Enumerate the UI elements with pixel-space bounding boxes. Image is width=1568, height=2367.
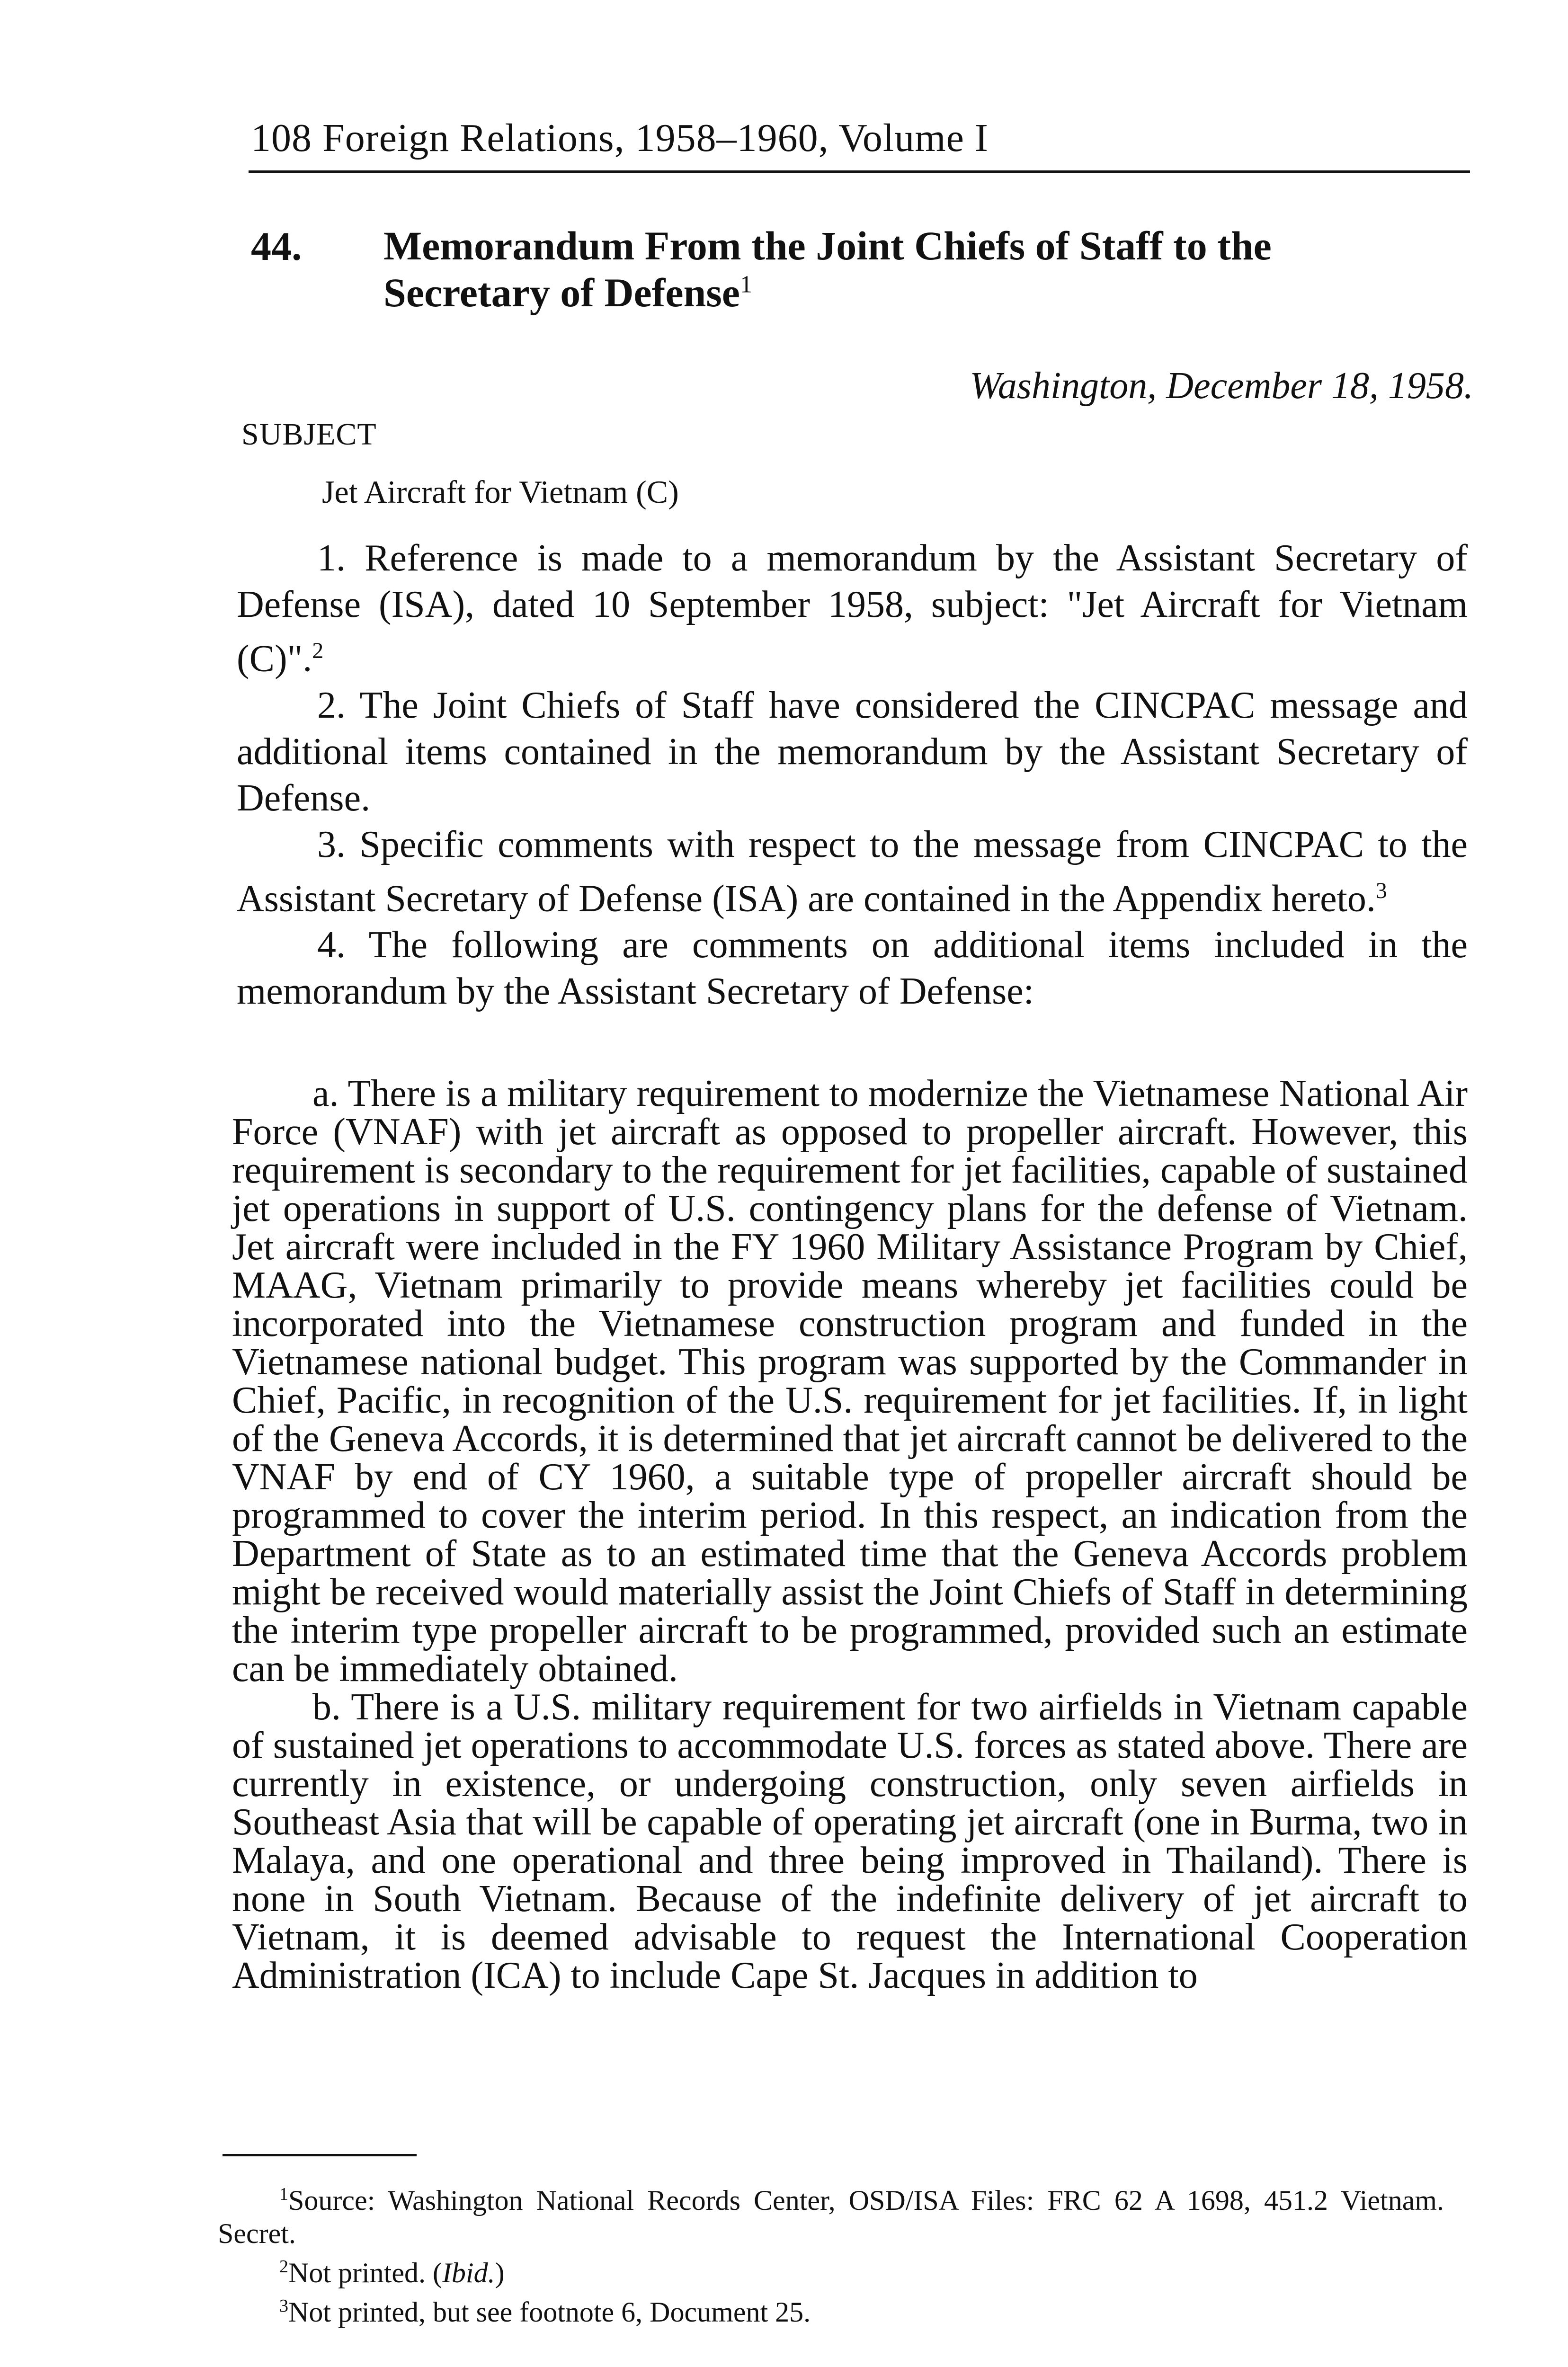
paragraph-3: [237, 821, 1468, 922]
main-paragraphs: [237, 535, 1468, 1014]
footnote-2-text: Not printed. (: [288, 2257, 442, 2288]
subject-text: Jet Aircraft for Vietnam (C): [322, 474, 679, 510]
paragraph-1-text: 1. Reference is made to a memorandum by the Assistant Secretary of Defense (ISA), dated 10 September 1958, subject: "Jet Aircraft for Vietnam (C)".: [237, 537, 1468, 680]
paragraph-4-text: 4. The following are comments on additional items included in the memorandum by the Assistant Secretary of Defense:: [237, 924, 1468, 1013]
document-number: 44.: [251, 223, 302, 269]
footnotes: [218, 2178, 1444, 2329]
document-title: [383, 222, 1401, 316]
footnote-2: [218, 2250, 1444, 2289]
footnote-2-italic: Ibid.: [442, 2257, 495, 2288]
subparagraphs: [232, 1075, 1468, 1995]
footnote-marker-3: 3: [1375, 878, 1387, 903]
paragraph-2: [237, 682, 1468, 821]
paragraph-4: [237, 922, 1468, 1014]
footnote-2-after: ): [495, 2257, 505, 2288]
footnote-2-mark: 2: [279, 2257, 288, 2277]
footnote-1: [218, 2178, 1444, 2250]
footnote-3-text: Not printed, but see footnote 6, Document 25.: [288, 2296, 811, 2328]
subject-label: SUBJECT: [241, 417, 377, 452]
footnote-1-text: Source: Washington National Records Center, OSD/ISA Files: FRC 62 A 1698, 451.2 Vietnam. Secret.: [218, 2185, 1444, 2249]
subparagraph-a: a. There is a military requirement to modernize the Vietnamese National Air Force (VNAF) with jet aircraft as opposed to propeller aircraft. However, this requirement is secondary to the requirement for jet facilities, capable of sustained jet operations in support of U.S. contingency plans for the defense of Vietnam. Jet aircraft were included in the FY 1960 Military Assistance Program by Chief, MAAG, Vietnam primarily to provide means whereby jet facilities could be incorporated into the Vietnamese construction program and funded in the Vietnamese national budget. This program was supported by the Commander in Chief, Pacific, in recognition of the U.S. requirement for jet facilities. If, in light of the Geneva Accords, it is determined that jet aircraft cannot be delivered to the VNAF by end of CY 1960, a suitable type of propeller aircraft should be programmed to cover the interim period. In this respect, an indication from the Department of State as to an estimated time that the Geneva Accords problem might be received would materially assist the Joint Chiefs of Staff in determining the interim type propeller aircraft to be programmed, provided such an estimate can be immediately obtained.: [232, 1073, 1468, 1690]
footnote-rule: [223, 2154, 417, 2156]
footnote-1-mark: 1: [279, 2184, 288, 2204]
subparagraph-b: b. There is a U.S. military requirement for two airfields in Vietnam capable of sustained jet operations to accommodate U.S. forces as stated above. There are currently in existence, or undergoing construction, only seven airfields in Southeast Asia that will be capable of operating jet aircraft (one in Burma, two in Malaya, and one operational and three being improved in Thailand). There is none in South Vietnam. Because of the indefinite delivery of jet aircraft to Vietnam, it is deemed advisable to request the International Cooperation Administration (ICA) to include Cape St. Jacques in addition to: [232, 1686, 1468, 1996]
running-head: 108 Foreign Relations, 1958–1960, Volume I: [251, 116, 989, 160]
footnote-3: [218, 2289, 1444, 2329]
paragraph-3-text: 3. Specific comments with respect to the message from CINCPAC to the Assistant Secretary of Defense (ISA) are contained in the Appendix hereto.: [237, 823, 1468, 920]
header-rule: [249, 170, 1470, 173]
document-title-text: Memorandum From the Joint Chiefs of Staff to the Secretary of Defense: [383, 223, 1272, 315]
title-footnote-marker: 1: [739, 271, 752, 298]
footnote-marker-2: 2: [312, 638, 324, 663]
dateline: Washington, December 18, 1958.: [970, 365, 1473, 407]
paragraph-1: [237, 535, 1468, 682]
footnote-3-mark: 3: [279, 2296, 288, 2316]
paragraph-2-text: 2. The Joint Chiefs of Staff have considered the CINCPAC message and additional items contained in the memorandum by the Assistant Secretary of Defense.: [237, 684, 1468, 819]
